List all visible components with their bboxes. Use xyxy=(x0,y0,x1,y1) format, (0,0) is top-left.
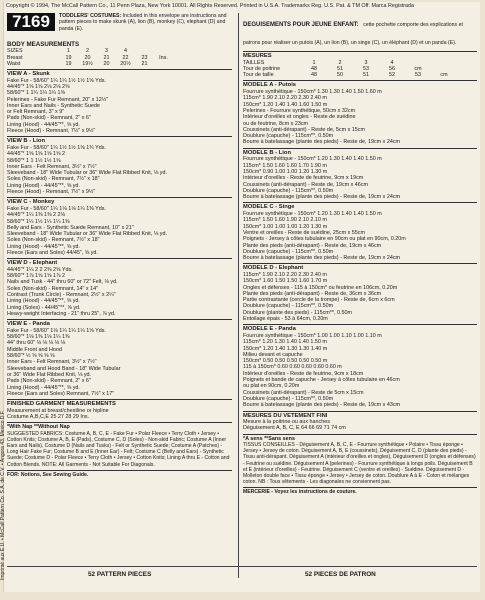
modele-block-line: Coussinets (anti-dérapant) - Reste de, 5cm x 15cm xyxy=(243,126,365,133)
view-block-line: Sleeveband - 18" Wide Tubular or 36" Wide Flat Ribbed Knit, ⅛ yd. xyxy=(7,170,167,177)
modele-block-line: Poignets et bande de capuche - Jersey à côtes tubulaire en 46cm xyxy=(243,377,400,384)
french-models xyxy=(243,80,477,408)
pattern-pieces-count: 52 PATTERN PIECES xyxy=(88,571,152,578)
view-block-line: 58/60"* 1 1¼ 1¼ 1¼ 1⅝ xyxy=(7,90,65,97)
english-views xyxy=(7,69,232,397)
modele-block-line: Plante des pieds (anti-dérapant) - Reste de, 19cm x 46cm xyxy=(243,242,382,249)
modele-block-line: 150cm* 0.50 0.50 0.50 0.50 0.50 m xyxy=(243,358,328,365)
modele-block-line: Bourre à batelassage (plante des pieds) - Reste de, 19cm x 24cm xyxy=(243,255,401,262)
modele-block-line: Doublure (capuche) - 115cm**, 0.50m xyxy=(243,303,334,310)
view-block-line: 44" thru 60" ⅛ ⅛ ⅛ ⅛ ⅛ xyxy=(7,340,66,347)
finished-measurements: FINISHED GARMENT MEASUREMENTS Measurement at breast/chestline or hipline Costume A,B,C,E 25 27 28 29 Ins. xyxy=(7,399,232,420)
modele-block-line: 150cm* 1.00 1.00 1.00 1.20 1.30 m xyxy=(243,223,328,230)
modele-block-line: Doublure (capuche) - 115cm**, 0.50m xyxy=(243,187,334,194)
modele-block-line: 150cm* 1.60 1.50 1.50 1.60 1.70 m xyxy=(243,278,328,285)
modele-block-line: 150cm* 1.20 1.40 1.40 1.60 1.50 m xyxy=(243,101,328,108)
view-block-line: Pads (Non-skid) - Remnant, 2" x 6" xyxy=(7,378,91,385)
modele-block-line: 150cm* 0.90 1.00 1.00 1.20 1.30 m xyxy=(243,168,328,175)
view-block-line: Belly and Ears - Synthetic Suede Remnant, 10" x 21" xyxy=(7,224,134,231)
modele-block-line: Intérieur d'oreilles - Reste de feutrine, 9cm x 19cm xyxy=(243,175,364,182)
modele-block-line: Intérieur d'oreilles - Reste de feutrine, 9cm x 18cm xyxy=(243,370,364,377)
french-finished: MESURES DU VETEMENT FINI Mesure à la poitrine ou aux hanches Déguisement A, B, C, E 64 66 69 71 74 cm xyxy=(243,411,477,432)
modele-block-line: Plante des pieds (anti-dérapant) - Reste de, 36cm x 36cm xyxy=(243,290,382,297)
modele-block-line: Intérieur d'oreilles et ongles - Reste de suédine xyxy=(243,114,356,121)
view-block-5 xyxy=(7,319,232,397)
english-column xyxy=(7,13,232,578)
modele-block-2 xyxy=(243,148,477,201)
view-block-line: Soles (Non-skid) - Remnant, 7½" x 18" xyxy=(7,176,100,183)
modele-block-line: Bourre à batelassage (plante des pieds) - Reste de, 19cm x 43cm xyxy=(243,402,401,409)
view-block-line: Lining (Hood) - 44/45"**, ⅝ yd. xyxy=(7,121,80,128)
english-intro: TODDLERS' COSTUMES: Included in this envelope are instructions and pattern pieces to make skunk (A), lion (B), monkey (C), elephant (D) and panda (E). xyxy=(59,13,227,32)
view-block-line: Inner Ears and Nails - Synthetic Suede xyxy=(7,102,100,109)
modele-block-line: 150cm* 1.20 1.40 1.30 1.30 1.40 m xyxy=(243,345,328,352)
view-block-title: VIEW B - Lion xyxy=(7,138,45,145)
view-block-line: Lining (Soles) - 44/45"**, ⅝ yd. xyxy=(7,304,81,311)
french-column xyxy=(243,13,477,578)
view-block-line: 44/45"* 1¼ 1⅜ 1⅜ 2 2⅛ xyxy=(7,212,65,219)
view-block-line: Fake Fur - 58/60" 1¼ 1¼ 1½ 1½ 1⅝ Yds. xyxy=(7,77,106,84)
view-block-title: VIEW A - Skunk xyxy=(7,71,50,78)
modele-block-line: 115cm* 1.90 2.10 2.20 2.30 2.40 m xyxy=(243,271,327,278)
view-block-line: Sleeveband and Hood Band - 18" Wide Tubular xyxy=(7,365,121,372)
view-block-line: Fleece (Ears and Soles) 44/45", ⅝ yd. xyxy=(7,250,98,256)
modele-block-line: Poignets - Jersey à côtes tubulaire en 90cm ou plat en 90cm, 0.20m xyxy=(243,236,406,243)
poitrine-row: Tour de poitrine 48 51 53 56 cm xyxy=(243,65,422,72)
taille-row: Tour de taille 48 50 51 52 53 cm xyxy=(243,72,448,79)
view-block-line: 58/60"* 1¼ 1½ 1¼ 1¼ 1⅜ xyxy=(7,218,70,225)
view-block-line: Inner Ears - Felt Remnant, 3½" x 7½" xyxy=(7,163,97,170)
suggested-fabrics: SUGGESTED FABRICS: Costume A, B, C, E - Fake Fur • Polar Fleece • Terry Cloth • Jersey • Cotton Knits; Costume A, B, E (Pads), Costume C, D (Soles) - Non-skid Fabric; Costume A (Inner Ears and Nails), Costume D (Nails and Tusks) - Felt or Synthetic Suede; Costume A (Patches) - Long Hair Fake Fur; Costume B and E (Inner Ear) - Felt; Costume C (Belly and Ears) - Synthetic Suede; Costume D - Polar Fleece • Terry Cloth • Jersey • Cotton Knits; Lining A thru E - Cotton and Cotton Blends. NOTE: All Garments - Not Suitable For Diagonals. xyxy=(7,430,230,468)
modele-block-line: Pelerines - Fourrure synthétique, 50cm x 32cm xyxy=(243,107,356,114)
view-block-title: VIEW D - Elephant xyxy=(7,260,58,267)
modele-block-line: Fourrure synthétique - 150cm* 1.30 1.30 1.40 1.50 1.60 m xyxy=(243,89,382,96)
modele-block-line: ou plat en 90cm, 0.20m xyxy=(243,383,300,390)
english-body xyxy=(7,40,232,478)
modele-block-line: 115cm* 1.20 1.30 1.40 1.40 1.50 m xyxy=(243,339,327,346)
view-block-line: Soles (Non-skid) - Remnant, 14" x 14" xyxy=(7,285,99,292)
french-intro: DEGUISEMENTS POUR JEUNE ENFANT: cette pochette comporte des explications et patrons pour réaliser un putois (A), un lion (B), un singe (C), un éléphant (D) et un panda (E). xyxy=(243,22,463,46)
view-block-line: Soles (Non-skid) - Remnant, 7½" x 18" xyxy=(7,237,100,244)
view-block-line: 58/60"* 1⅛ 1⅜ 1⅛ 1¼ 1⅜ xyxy=(7,334,70,341)
modele-block-line: Milieu devant et capuche xyxy=(243,351,303,358)
view-block-line: Fleece (Hood) - Remnant, 7½" x 9½" xyxy=(7,128,96,135)
view-block-line: 44/45"* 1⅝ 1⅝ 1⅝ 1⅝ 2 xyxy=(7,151,65,158)
modele-block-line: Ongles et défenses - 115 à 150cm* ou feutrine en 106cm, 0.20m xyxy=(243,284,398,291)
view-block-line: 44/45"* 1⅝ 1⅝ 2⅛ 2⅛ 2⅝ xyxy=(7,83,70,90)
view-block-1 xyxy=(7,69,232,134)
mercerie-note: MERCERIE - Voyez les instructions de couture. xyxy=(243,487,477,495)
modele-block-line: Ventre et oreilles - Reste de suédine, 25cm x 55cm xyxy=(243,229,365,236)
copyright-line: Copyright © 1994, The McCall Pattern Co., 11 Penn Plaza, New York 10001. All Rights Reserved. Printed in U.S.A. Trademarks Reg. U.S. Pat. & TM Off. Marca Registrada xyxy=(6,3,415,9)
breast-row: Breast 19 20 21 22 23 Ins. xyxy=(7,54,168,61)
view-block-line: Lining (Hood) - 44/45"**, ⅝ yd. xyxy=(7,182,80,189)
pattern-pieces-count-fr: 52 PIECES DE PATRON xyxy=(305,571,376,578)
nap-note: *With Nap **Without Nap xyxy=(7,422,232,430)
bottom-rule xyxy=(7,566,477,567)
view-block-line: Fake Fur - 58/60" 1¼ 1⅛ 1⅛ 1¼ 1⅜ Yds. xyxy=(7,205,106,212)
view-block-line: Fake Fur - 58/60" 1⅛ 1¼ 1¼ 1¼ 1⅝ Yds. xyxy=(7,327,106,334)
modele-block-line: Fourrure synthétique - 150cm* 1.00 1.00 1.10 1.00 1.10 m xyxy=(243,332,382,339)
modele-block-line: 115cm* 1.50 1.60 1.60 1.70 1.90 m xyxy=(243,162,327,169)
pattern-number: 7169 xyxy=(7,13,55,31)
modele-block-title: MODELE A - Putois xyxy=(243,82,297,89)
modele-block-line: Coussinets (anti-dérapant) - Reste de, 19cm x 46cm xyxy=(243,181,368,188)
modele-block-1 xyxy=(243,80,477,145)
modele-block-5 xyxy=(243,324,477,408)
modele-block-line: Entoilage épais - 53 à 64cm, 0.20m xyxy=(243,316,328,323)
side-print: Imprimé aux E.U. • McCall Pattern Co. S.A. de C.V. • Angora 43, Mexico D.F. xyxy=(0,410,6,580)
view-block-line: Middle Front and Hood xyxy=(7,346,62,353)
modele-block-title: MODELE C - Singe xyxy=(243,204,295,211)
view-block-line: Fleece (Ears and Soles) Remnant, 7½" x 17" xyxy=(7,390,115,397)
column-divider xyxy=(238,13,239,578)
tailles-row: TAILLES 1 2 3 4 xyxy=(243,59,394,66)
sizes-row: SIZES 1 2 3 4 xyxy=(7,48,127,55)
modele-block-line: Fourrure synthétique - 150cm* 1.20 1.30 1.40 1.40 1.50 m xyxy=(243,211,382,218)
tissus-conseilles: TISSUS CONSEILLES - Déguisement A, B, C, E - Fourrure synthétique • Polaire • Tissu éponge • Jersey • Jersey de coton. Déguisement A, B, E (coussinets), Déguisement C, D (plante des pieds) - Tissu anti-dérapant. Déguisement A (intérieur d'oreilles et ongles), Déguisement D (ongles et défenses) - Feutrine ou suédine. Déguisement A (pelerines) - Fourrure synthétique à longs poils. Déguisement B et E (intérieur d'oreilles) - Feutrine. Déguisement C (ventre et oreilles) - Suédine. Déguisement D - Molleton double face • Tissu éponge • Jersey • Jersey de coton. Doublure A à E - Coton et mélanges coton. NB : Tous vêtements - Les diagonales ne conviennent pas. xyxy=(243,442,476,486)
notions-note: FOR: Notions, See Sewing Guide. xyxy=(7,470,232,478)
waist-row: Waist 19 19½ 20 20½ 21 xyxy=(7,60,148,67)
view-block-line: Pelerines - Fake Fur Remnant, 20" x 12½" xyxy=(7,96,109,103)
modele-block-line: Bourre à batelassage (plante des pieds) - Reste de, 19cm x 24cm xyxy=(243,194,401,201)
french-nap-note: *A sens **Sans sens xyxy=(243,434,477,442)
view-block-line: 44/45"* 1¼ 2 2 2⅜ 2⅝ Yds. xyxy=(7,266,73,273)
modele-block-title: MODELE B - Lion xyxy=(243,149,291,156)
modele-block-line: Doublure (capuche) - 115cm**, 0.50m xyxy=(243,133,334,140)
view-block-line: Sleeveband - 18" Wide Tubular or 36" Wide Flat Ribbed Knit, ⅛ yd. xyxy=(7,231,167,238)
view-block-line: or Felt Remnant, 3" x 9" xyxy=(7,109,65,116)
view-block-line: Pads (Non-skid) - Remnant, 2" x 6" xyxy=(7,115,91,122)
view-block-line: 58/60"* 1⅞ 1⅝ 1⅝ 1⅞ 2 xyxy=(7,273,65,280)
modele-block-line: 115 à 150cm* 0.60 0.60 0.60 0.60 0.60 m xyxy=(243,364,342,371)
view-block-2 xyxy=(7,136,232,195)
modele-block-4 xyxy=(243,263,477,322)
view-block-title: VIEW C - Monkey xyxy=(7,199,55,206)
french-measurements: MESURES TAILLES 1 2 3 4 Tour de poitrine 48 51 53 56 cm Tour de taille 48 50 51 52 53 cm xyxy=(243,51,477,78)
modele-block-line: ou de feutrine, 8cm x 23cm xyxy=(243,120,309,127)
view-block-line: Lining (Hood) - 44/45"**, ⅝ yd. xyxy=(7,298,80,305)
modele-block-line: Partie contrastante (cercle de la trompe) - Reste de, 6cm x 6cm xyxy=(243,297,395,304)
modele-block-line: 115cm* 1.50 1.60 1.90 2.10 2.10 m xyxy=(243,217,327,224)
view-block-line: Nails and Tusk - 44" thru 60" or 72" Felt, ⅛ yd. xyxy=(7,279,118,286)
view-block-line: Fake Fur - 58/60" 1¼ 1½ 1½ 1⅝ 1¾ Yds. xyxy=(7,144,106,151)
modele-block-line: Doublure (capuche) - 115cm**, 0.50m xyxy=(243,248,334,255)
view-block-line: Lining (Hood) - 44/45"**, ⅝ yd. xyxy=(7,243,80,250)
view-block-3 xyxy=(7,197,232,256)
view-block-title: VIEW E - Panda xyxy=(7,321,50,328)
view-block-4 xyxy=(7,258,232,317)
modele-block-line: Fourrure synthétique - 150cm* 1.20 1.30 1.40 1.40 1.50 m xyxy=(243,156,382,163)
size-table xyxy=(7,48,232,67)
modele-block-title: MODELE D - Elephant xyxy=(243,265,304,272)
view-block-line: 58/60"* ½ ⅝ ⅝ ⅝ ⅝ xyxy=(7,353,55,360)
modele-block-title: MODELE E - Panda xyxy=(243,326,296,333)
view-block-line: Fleece (Hood) - Remnant, 7½" x 9½" xyxy=(7,189,96,196)
view-block-line: Inner Ears - Felt Remnant, 3½" x 7½" xyxy=(7,359,97,366)
view-block-line: Contrast (Trunk Circle) - Remnant, 2½" x 2¼" xyxy=(7,292,116,299)
modele-block-3 xyxy=(243,202,477,261)
body-measurements-header: BODY MEASUREMENTS xyxy=(7,41,80,48)
modele-block-line: Doublure (capuche) - 115cm**, 0.50m xyxy=(243,395,334,402)
view-block-line: 58/60"* 1 1 1½ 1½ 1⅝ xyxy=(7,157,61,164)
view-block-line: Heavy-weight Interfacing - 21" thru 25", ⅞ yd. xyxy=(7,310,116,317)
modele-block-line: Coussinets (anti-dérapant) - Reste de 5cm x 15cm xyxy=(243,389,364,396)
view-block-line: or 36" Wide Flat Ribbed Knit, ⅛ yd. xyxy=(7,371,92,378)
view-block-line: Lining (Hood) - 44/45"**, ⅝ yd. xyxy=(7,384,80,391)
modele-block-line: 115cm* 1.90 2.10 2.20 2.30 2.40 m xyxy=(243,95,327,102)
modele-block-line: Doublure (plante des pieds) - 115cm**, 0.50m xyxy=(243,309,352,316)
modele-block-line: Bourre à batelassage (plante des pieds) - Reste de, 19cm x 24cm xyxy=(243,139,401,146)
